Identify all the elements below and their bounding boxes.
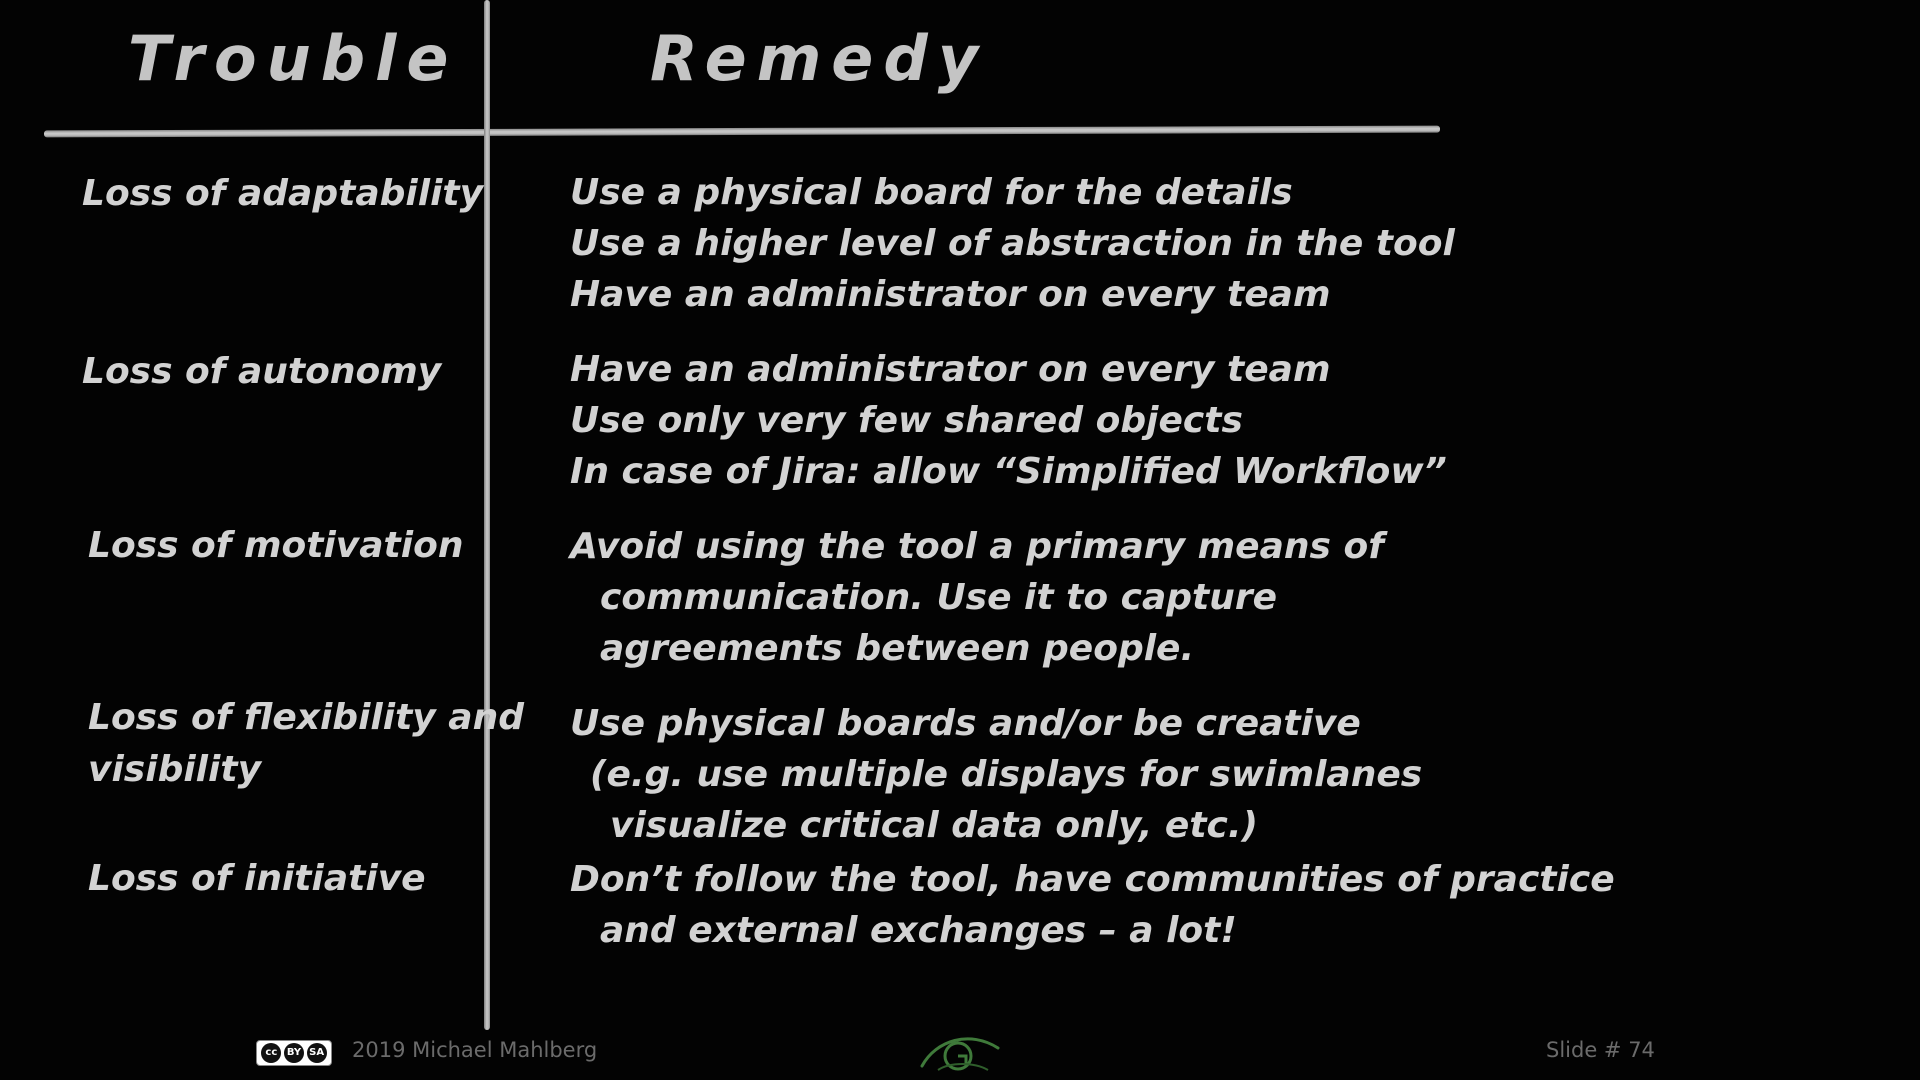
trouble-item: Loss of motivation <box>88 525 464 566</box>
trouble-column-header: Trouble <box>128 22 459 95</box>
remedy-line: Use a higher level of abstraction in the tool <box>570 223 1455 264</box>
remedy-line: and external exchanges – a lot! <box>600 910 1237 951</box>
creative-commons-by-sa-icon <box>256 1040 332 1066</box>
trouble-line: visibility <box>88 749 262 790</box>
sa-icon: SA <box>307 1043 327 1063</box>
remedy-line: Don’t follow the tool, have communities of practice <box>570 859 1615 900</box>
remedy-line: Avoid using the tool a primary means of <box>570 526 1384 567</box>
green-swirl-logo-icon <box>918 1026 1002 1074</box>
trouble-item <box>88 692 524 796</box>
by-icon: BY <box>284 1043 304 1063</box>
remedy-line: visualize critical data only, etc.) <box>610 805 1258 846</box>
remedy-line: Use only very few shared objects <box>570 400 1243 441</box>
cc-icon: cc <box>261 1043 281 1063</box>
remedy-line: Use physical boards and/or be creative <box>570 703 1361 744</box>
remedy-line: In case of Jira: allow “Simplified Workflow” <box>570 451 1447 492</box>
trouble-item: Loss of autonomy <box>82 351 442 392</box>
remedy-item <box>570 344 1450 497</box>
copyright-text: 2019 Michael Mahlberg <box>352 1038 598 1062</box>
remedy-line: (e.g. use multiple displays for swimlanes <box>590 754 1423 795</box>
remedy-column-header: Remedy <box>650 22 989 95</box>
remedy-item <box>570 854 1615 956</box>
remedy-line: communication. Use it to capture <box>600 577 1278 618</box>
remedy-line: Use a physical board for the details <box>570 172 1293 213</box>
remedy-item <box>570 698 1450 851</box>
remedy-line: Have an administrator on every team <box>570 274 1331 315</box>
remedy-line: Have an administrator on every team <box>570 349 1331 390</box>
remedy-item <box>570 521 1450 674</box>
trouble-item: Loss of initiative <box>88 858 426 899</box>
remedy-line: agreements between people. <box>600 628 1195 669</box>
trouble-line: Loss of flexibility and <box>88 697 524 738</box>
remedy-item <box>570 167 1455 320</box>
trouble-item: Loss of adaptability <box>82 173 484 214</box>
table-horizontal-divider <box>44 126 1440 138</box>
slide-number: Slide # 74 <box>1546 1038 1655 1062</box>
